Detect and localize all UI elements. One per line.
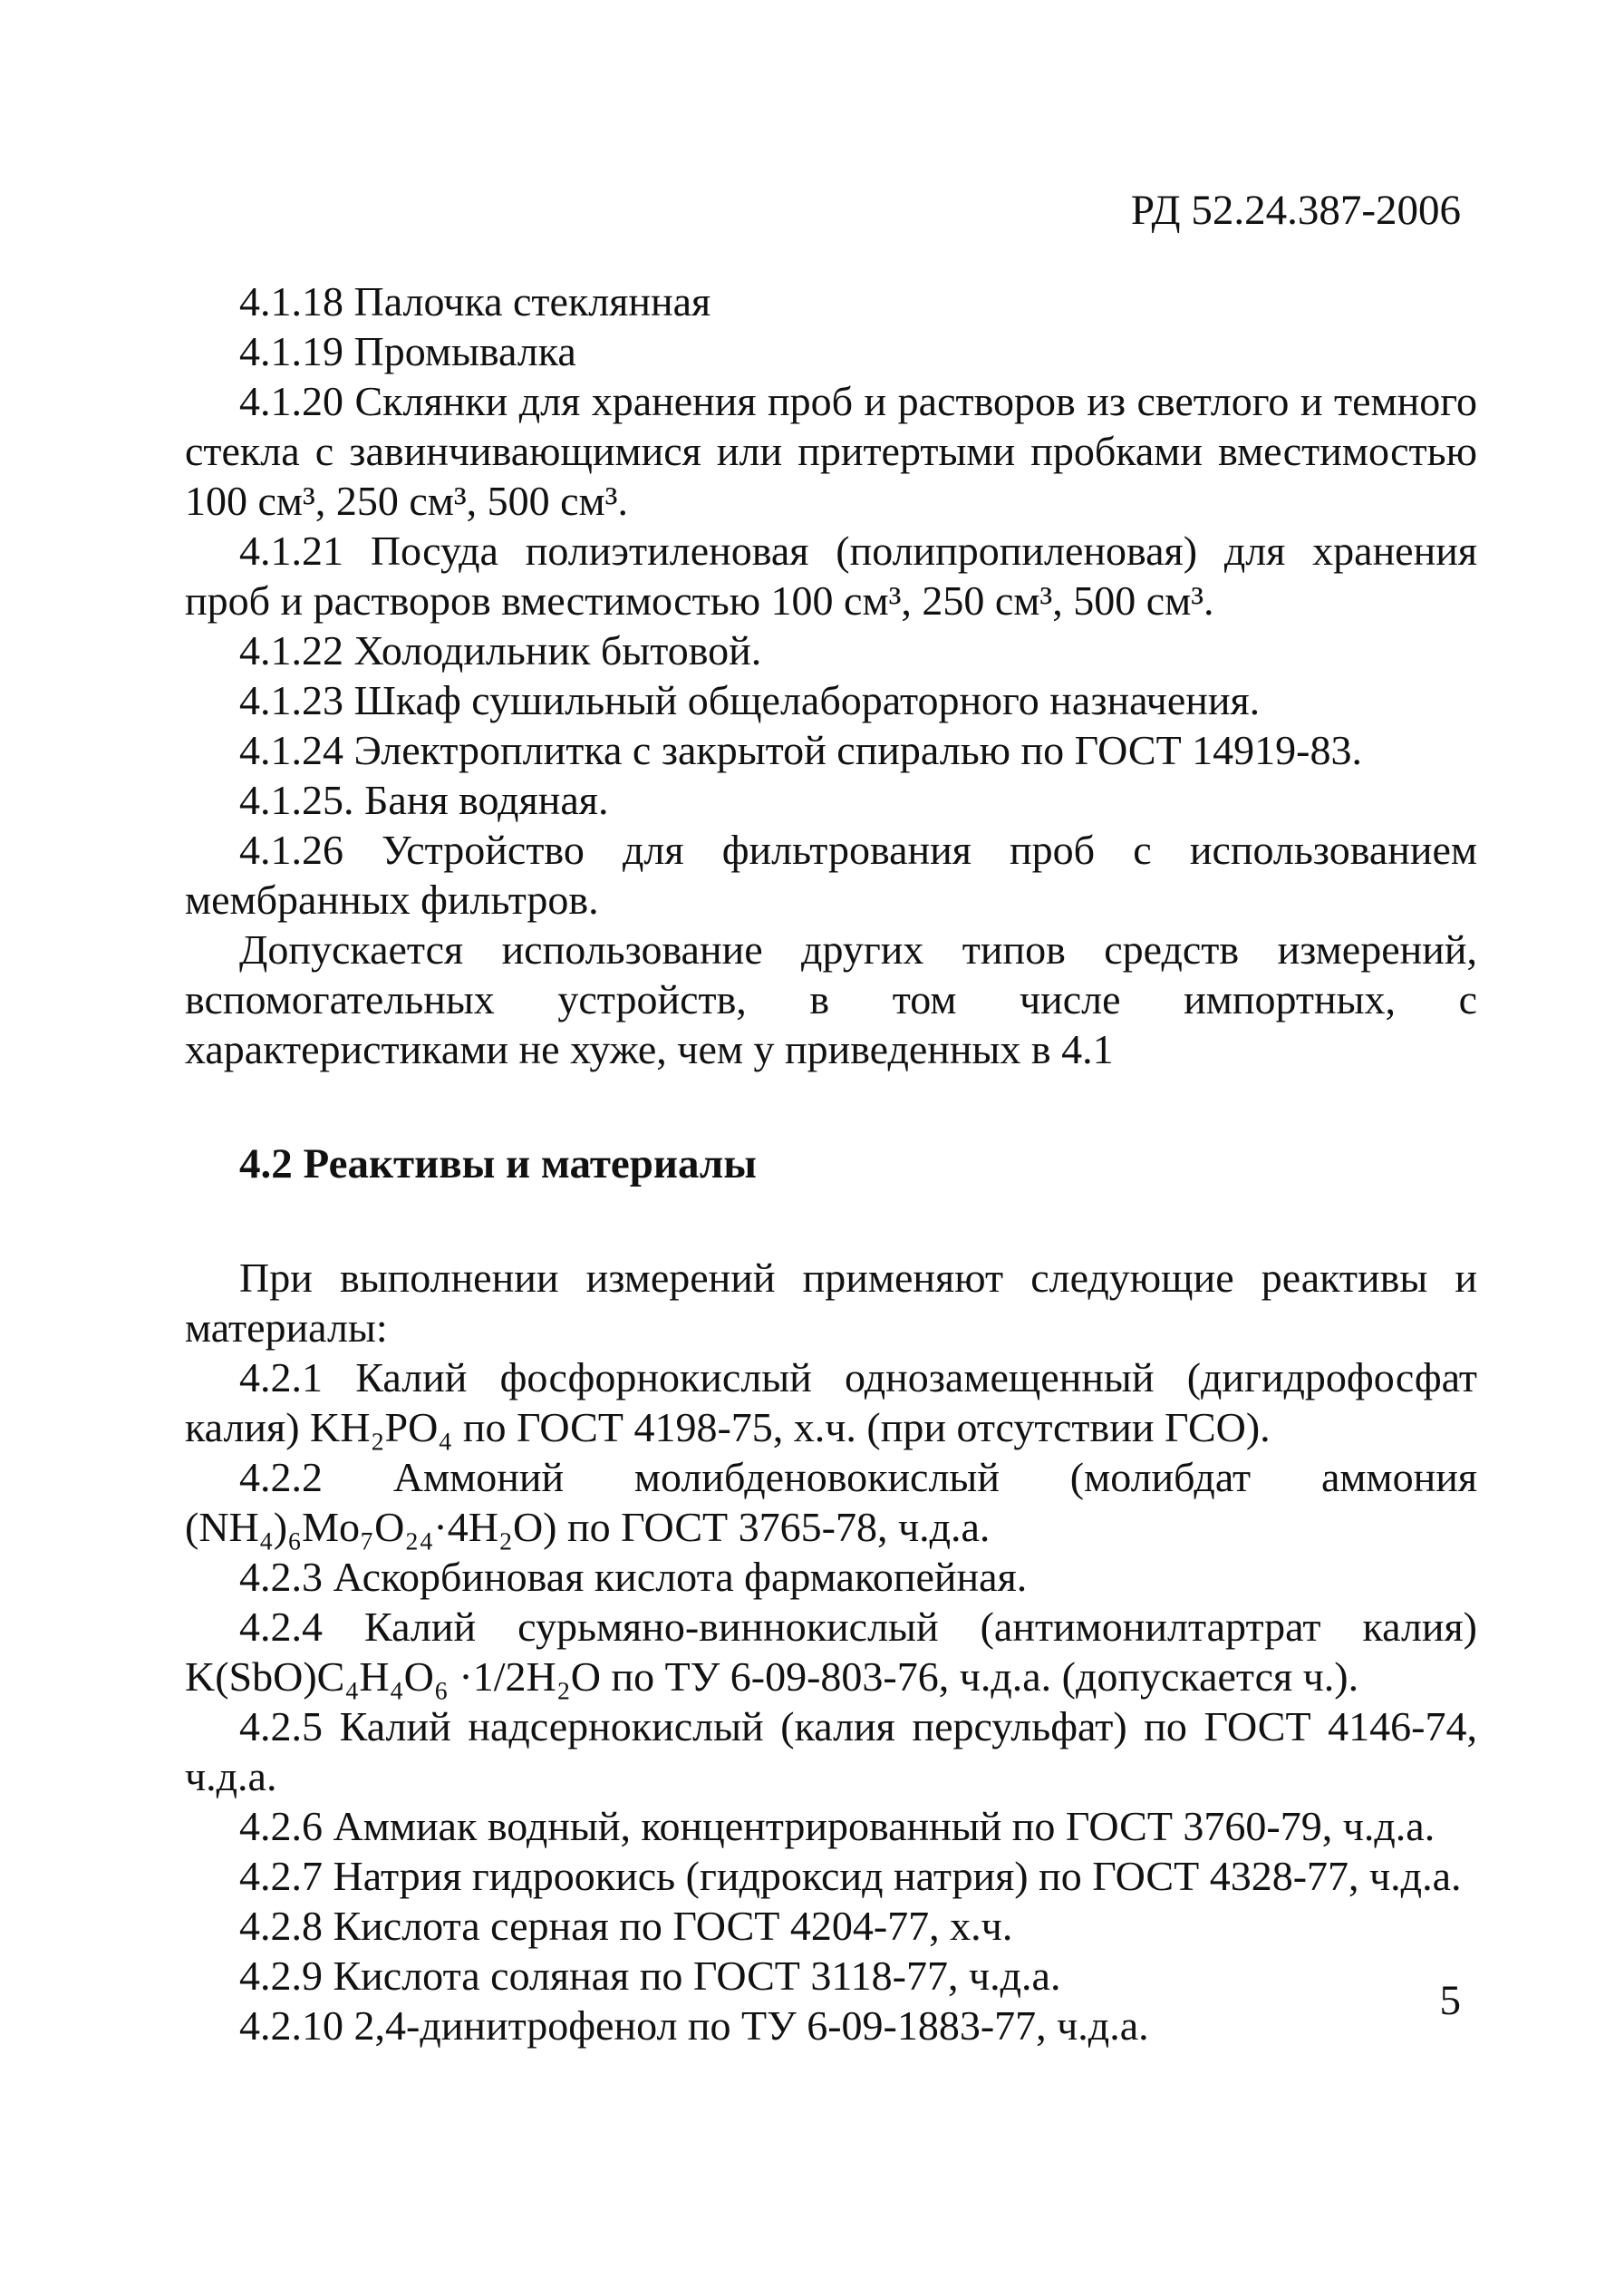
item-4-1-22: 4.1.22 Холодильник бытовой. [239,627,762,674]
paragraph-intro: При выполнении измерений применяют следующие реактивы и материалы: [185,1255,1477,1351]
item-4-2-4: 4.2.4 Калий сурьмяно-виннокислый (антимонилтартрат калия) K(SbO)C₄H₄O₆ ·1/2H₂O по ТУ 6-09-803-76, ч.д.а. (допускается ч.). [185,1604,1477,1700]
item-4-2-1: 4.2.1 Калий фосфорнокислый однозамещенный (дигидрофосфат калия) KH₂PO₄ по ГОСТ 4198-75, х.ч. (при отсутствии ГСО). [185,1354,1477,1450]
item-4-1-26: 4.1.26 Устройство для фильтрования проб с использованием мембранных фильтров. [185,827,1477,923]
item-4-1-20: 4.1.20 Склянки для хранения проб и растворов из светлого и темного стекла с завинчивающимися или притертыми пробками вместимостью 100 см³, 250 см³, 500 см³. [185,378,1477,524]
item-4-1-25: 4.1.25. Баня водяная. [239,777,609,823]
item-4-1-23: 4.1.23 Шкаф сушильный общелабораторного назначения. [239,677,1261,723]
item-4-1-21: 4.1.21 Посуда полиэтиленовая (полипропиленовая) для хранения проб и растворов вместимостью 100 см³, 250 см³, 500 см³. [185,528,1477,624]
item-4-1-24: 4.1.24 Электроплитка с закрытой спиралью по ГОСТ 14919-83. [239,727,1362,773]
page-number: 5 [1439,1977,1461,2024]
item-4-1-19: 4.1.19 Промывалка [239,328,576,374]
item-4-2-2: 4.2.2 Аммоний молибденовокислый (молибдат аммония (NH₄)₆Mo₇O₂₄·4H₂O) по ГОСТ 3765-78, ч.д.а. [185,1454,1477,1550]
item-4-2-9: 4.2.9 Кислота соляная по ГОСТ 3118-77, ч.д.а. [239,1953,1061,1999]
document-body [185,276,1477,2050]
item-4-2-10: 4.2.10 2,4-динитрофенол по ТУ 6-09-1883-77, ч.д.а. [239,2002,1149,2049]
item-4-2-6: 4.2.6 Аммиак водный, концентрированный по ГОСТ 3760-79, ч.д.а. [239,1803,1436,1849]
item-4-1-18: 4.1.18 Палочка стеклянная [239,278,711,325]
item-4-2-7: 4.2.7 Натрия гидроокись (гидроксид натрия) по ГОСТ 4328-77, ч.д.а. [239,1853,1462,1899]
section-heading-4-2: 4.2 Реактивы и материалы [239,1140,757,1187]
item-4-2-5: 4.2.5 Калий надсернокислый (калия персульфат) по ГОСТ 4146-74, ч.д.а. [185,1703,1477,1799]
item-4-2-3: 4.2.3 Аскорбиновая кислота фармакопейная. [239,1554,1028,1600]
item-4-2-8: 4.2.8 Кислота серная по ГОСТ 4204-77, х.ч. [239,1903,1013,1949]
document-code: РД 52.24.387-2006 [1130,187,1461,234]
paragraph-allowance: Допускается использование других типов средств измерений, вспомогательных устройств, в том числе импортных, с характеристиками не хуже, чем у приведенных в 4.1 [185,926,1477,1072]
